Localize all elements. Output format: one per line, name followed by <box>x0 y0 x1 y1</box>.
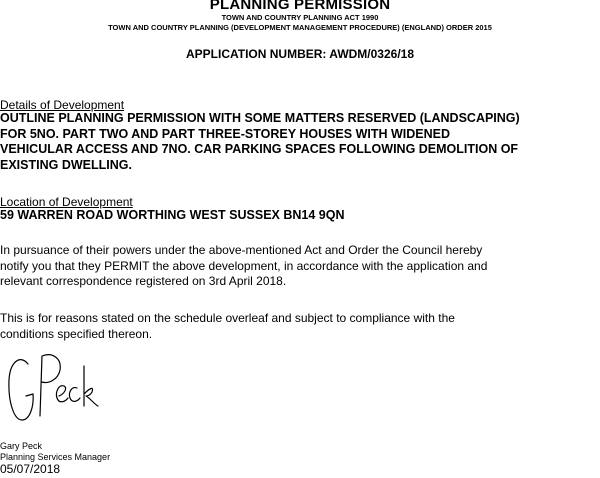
location-label: Location of Development <box>0 195 133 209</box>
details-line: VEHICULAR ACCESS AND 7NO. CAR PARKING SPACES FOLLOWING DEMOLITION OF <box>0 142 519 156</box>
reasons-line: conditions specified thereon. <box>0 326 153 341</box>
reasons-paragraph <box>0 311 585 342</box>
location-address: 59 WARREN ROAD WORTHING WEST SUSSEX BN14 9QN <box>0 208 345 222</box>
reasons-line: This is for reasons stated on the schedule overleaf and subject to compliance with the <box>0 311 455 325</box>
permit-line: notify you that they PERMIT the above development, in accordance with the application and <box>0 258 488 273</box>
permit-line: In pursuance of their powers under the above-mentioned Act and Order the Council hereby <box>0 243 483 257</box>
permit-line: relevant correspondence registered on 3rd April 2018. <box>0 274 287 288</box>
application-number: APPLICATION NUMBER: AWDM/0326/18 <box>185 47 415 61</box>
signatory-name: Gary Peck <box>0 441 43 451</box>
document-title: PLANNING PERMISSION <box>209 0 391 13</box>
permit-paragraph <box>0 243 585 290</box>
details-line: OUTLINE PLANNING PERMISSION WITH SOME MATTERS RESERVED (LANDSCAPING) <box>0 111 520 125</box>
signature-date: 05/07/2018 <box>0 462 61 476</box>
order-subtitle: TOWN AND COUNTRY PLANNING (DEVELOPMENT MANAGEMENT PROCEDURE) (ENGLAND) ORDER 2015 <box>108 23 492 32</box>
signatory-role: Planning Services Manager <box>0 452 111 462</box>
details-label: Details of Development <box>0 98 125 112</box>
details-body <box>0 111 600 173</box>
act-subtitle: TOWN AND COUNTRY PLANNING ACT 1990 <box>221 13 379 22</box>
details-line: FOR 5NO. PART TWO AND PART THREE-STOREY HOUSES WITH WIDENED <box>0 126 451 141</box>
details-line: EXISTING DWELLING. <box>0 157 132 172</box>
handwritten-signature <box>4 350 114 428</box>
